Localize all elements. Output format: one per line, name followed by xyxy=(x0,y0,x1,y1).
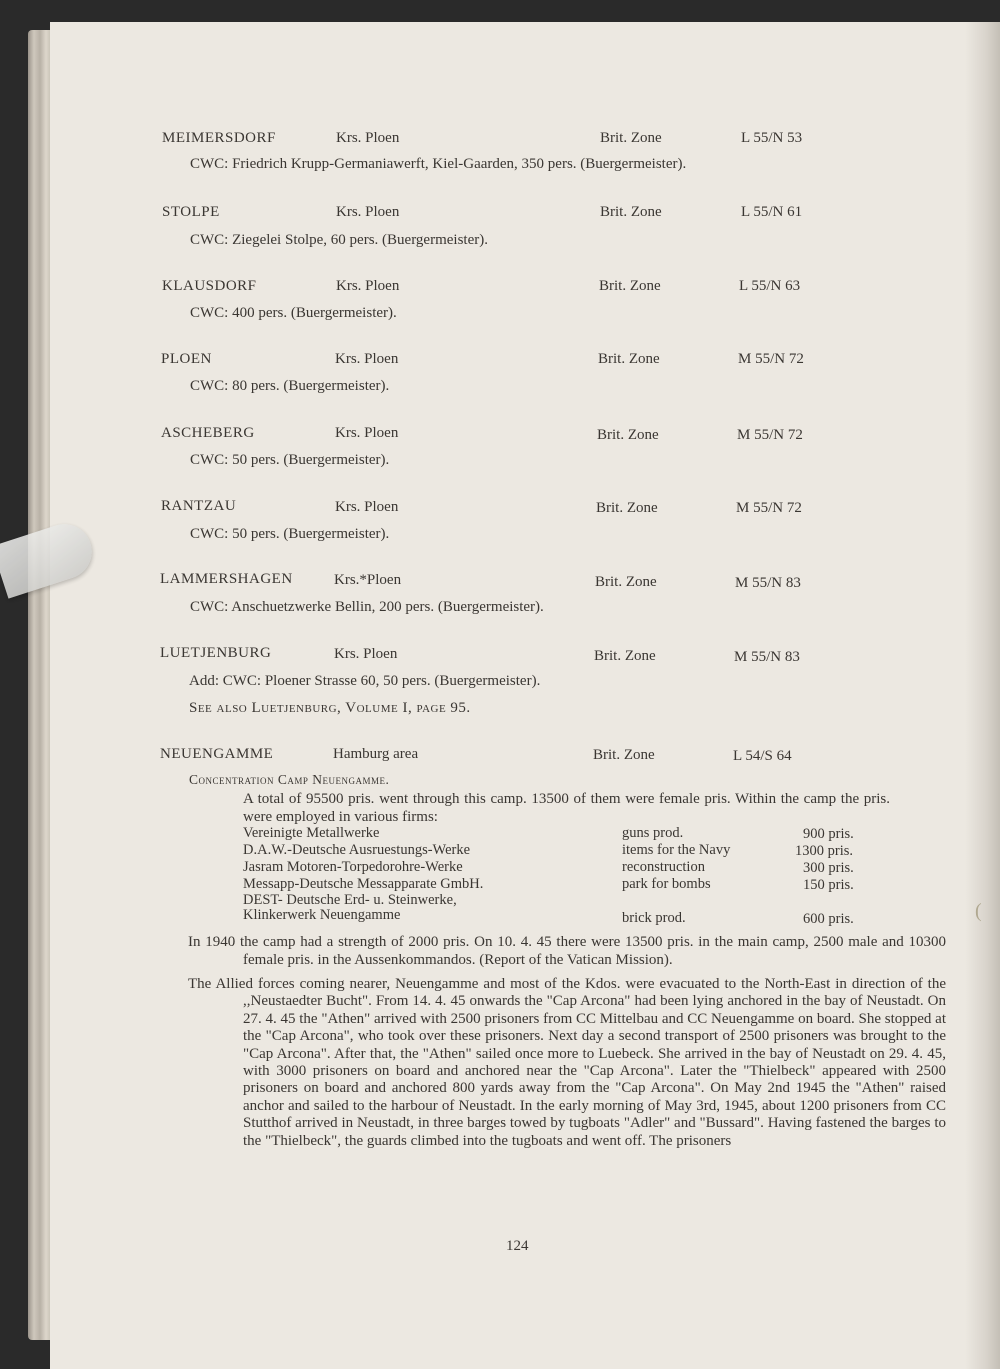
entry-grid: M 55/N 83 xyxy=(734,649,800,665)
entry-district: Krs. Ploen xyxy=(336,130,400,146)
firm-count: 1300 pris. xyxy=(795,843,853,859)
entry-grid: M 55/N 83 xyxy=(735,575,801,591)
entry-grid: M 55/N 72 xyxy=(736,500,802,516)
entry-see-also: See also Luetjenburg, Volume I, page 95. xyxy=(189,700,471,716)
entry-zone: Brit. Zone xyxy=(597,427,659,443)
entry-detail: CWC: Friedrich Krupp-Germaniawerft, Kiel-Gaarden, 350 pers. (Buergermeister). xyxy=(190,156,687,172)
entry-district: Krs. Ploen xyxy=(336,204,400,220)
firm-name: D.A.W.-Deutsche Ausruestungs-Werke xyxy=(243,842,471,858)
entry-zone: Brit. Zone xyxy=(600,204,662,220)
entry-place: NEUENGAMME xyxy=(160,746,274,762)
entry-grid: L 55/N 63 xyxy=(739,278,801,294)
firm-work: park for bombs xyxy=(622,876,711,892)
entry-detail: CWC: 50 pers. (Buergermeister). xyxy=(190,452,390,468)
firm-work: items for the Navy xyxy=(622,842,731,858)
paragraph-evacuation: The Allied forces coming nearer, Neuengamme and most of the Kdos. were evacuated to the North-East in direction of the ,,Neustaedter Bucht". From 14. 4. 45 onwards the "Cap Arcona" had been lying anchored in the bay of Neustadt. On 27. 4. 45 the "Athen" arrived with 2500 prisoners from CC Mittelbau and CC Neuengamme on board. She stopped at the "Cap Arcona", who took over these prisoners. Next day a second transport of 2500 prisoners was brought to the "Cap Arcona". After that, the "Athen" sailed once more to Luebeck. She arrived in the bay of Neustadt on 29. 4. 45, with 3000 prisoners on board and anchored near the "Cap Arcona". Later the "Thielbeck" appeared with 2500 prisoners on board and anchored 800 yards away from the "Cap Arcona". On May 2nd 1945 the "Athen" raised anchor and sailed to the harbour of Neustadt. In the early morning of May 3rd, 1945, about 1200 prisoners from CC Stutthof arrived in Neustadt, in three barges towed by tugboats "Adler" and "Bussard". Having fastened the barges to the "Thielbeck", the guards climbed into the tugboats and went off. The prisoners xyxy=(188,976,946,1149)
entry-zone: Brit. Zone xyxy=(595,574,657,590)
entry-district: Krs. Ploen xyxy=(334,646,398,662)
entry-detail: CWC: Ziegelei Stolpe, 60 pers. (Buergermeister). xyxy=(190,232,488,248)
entry-place: KLAUSDORF xyxy=(162,278,257,294)
entry-detail: CWC: 50 pers. (Buergermeister). xyxy=(190,526,390,542)
intro-paragraph: A total of 95500 pris. went through this camp. 13500 of them were female pris. Within the camp the pris. were employed in various firms: xyxy=(243,791,890,825)
entry-place: RANTZAU xyxy=(161,498,237,514)
entry-grid: M 55/N 72 xyxy=(737,427,803,443)
firm-name: Jasram Motoren-Torpedorohre-Werke xyxy=(243,859,463,875)
firm-count: 300 pris. xyxy=(803,860,854,876)
entry-zone: Brit. Zone xyxy=(593,747,655,763)
entry-district: Krs. Ploen xyxy=(335,351,399,367)
entry-grid: L 55/N 53 xyxy=(741,130,803,146)
firm-count: 900 pris. xyxy=(803,826,854,842)
margin-pencil-mark: ( xyxy=(975,900,982,922)
entry-zone: Brit. Zone xyxy=(594,648,656,664)
paragraph-strength: In 1940 the camp had a strength of 2000 pris. On 10. 4. 45 there were 13500 pris. in the main camp, 2500 male and 10300 female pris. in the Aussenkommandos. (Report of the Vatican Mission). xyxy=(188,934,946,968)
firm-work: guns prod. xyxy=(622,825,684,841)
entry-place: LUETJENBURG xyxy=(160,645,272,661)
entry-place: PLOEN xyxy=(161,351,212,367)
entry-zone: Brit. Zone xyxy=(599,278,661,294)
entry-detail: CWC: Anschuetzwerke Bellin, 200 pers. (Buergermeister). xyxy=(190,599,544,615)
entry-district: Hamburg area xyxy=(333,746,419,762)
entry-district: Krs.*Ploen xyxy=(334,572,402,588)
entry-zone: Brit. Zone xyxy=(598,351,660,367)
entry-detail: Add: CWC: Ploener Strasse 60, 50 pers. (Buergermeister). xyxy=(189,673,541,689)
entry-place: MEIMERSDORF xyxy=(162,130,276,146)
firm-name: Messapp-Deutsche Messapparate GmbH. xyxy=(243,876,484,892)
firm-count: 150 pris. xyxy=(803,877,854,893)
entry-zone: Brit. Zone xyxy=(600,130,662,146)
entry-district: Krs. Ploen xyxy=(335,425,399,441)
entry-place: STOLPE xyxy=(162,204,220,220)
firm-work: brick prod. xyxy=(622,910,686,926)
firm-name: DEST- Deutsche Erd- u. Steinwerke, xyxy=(243,892,457,908)
firm-name: Vereinigte Metallwerke xyxy=(243,825,380,841)
entry-grid: M 55/N 72 xyxy=(738,351,804,367)
entry-zone: Brit. Zone xyxy=(596,500,658,516)
entry-detail: CWC: 400 pers. (Buergermeister). xyxy=(190,305,397,321)
entry-place: ASCHEBERG xyxy=(161,425,255,441)
firm-name: Klinkerwerk Neuengamme xyxy=(243,907,401,923)
entry-grid: L 54/S 64 xyxy=(733,748,792,764)
book-gutter xyxy=(965,22,1000,1369)
page-number: 124 xyxy=(506,1238,529,1254)
entry-detail: CWC: 80 pers. (Buergermeister). xyxy=(190,378,390,394)
firm-count: 600 pris. xyxy=(803,911,854,927)
entry-district: Krs. Ploen xyxy=(335,499,399,515)
entry-place: LAMMERSHAGEN xyxy=(160,571,293,587)
page xyxy=(50,22,1000,1369)
entry-grid: L 55/N 61 xyxy=(741,204,803,220)
firm-work: reconstruction xyxy=(622,859,705,875)
entry-district: Krs. Ploen xyxy=(336,278,400,294)
section-heading: Concentration Camp Neuengamme. xyxy=(189,772,390,787)
